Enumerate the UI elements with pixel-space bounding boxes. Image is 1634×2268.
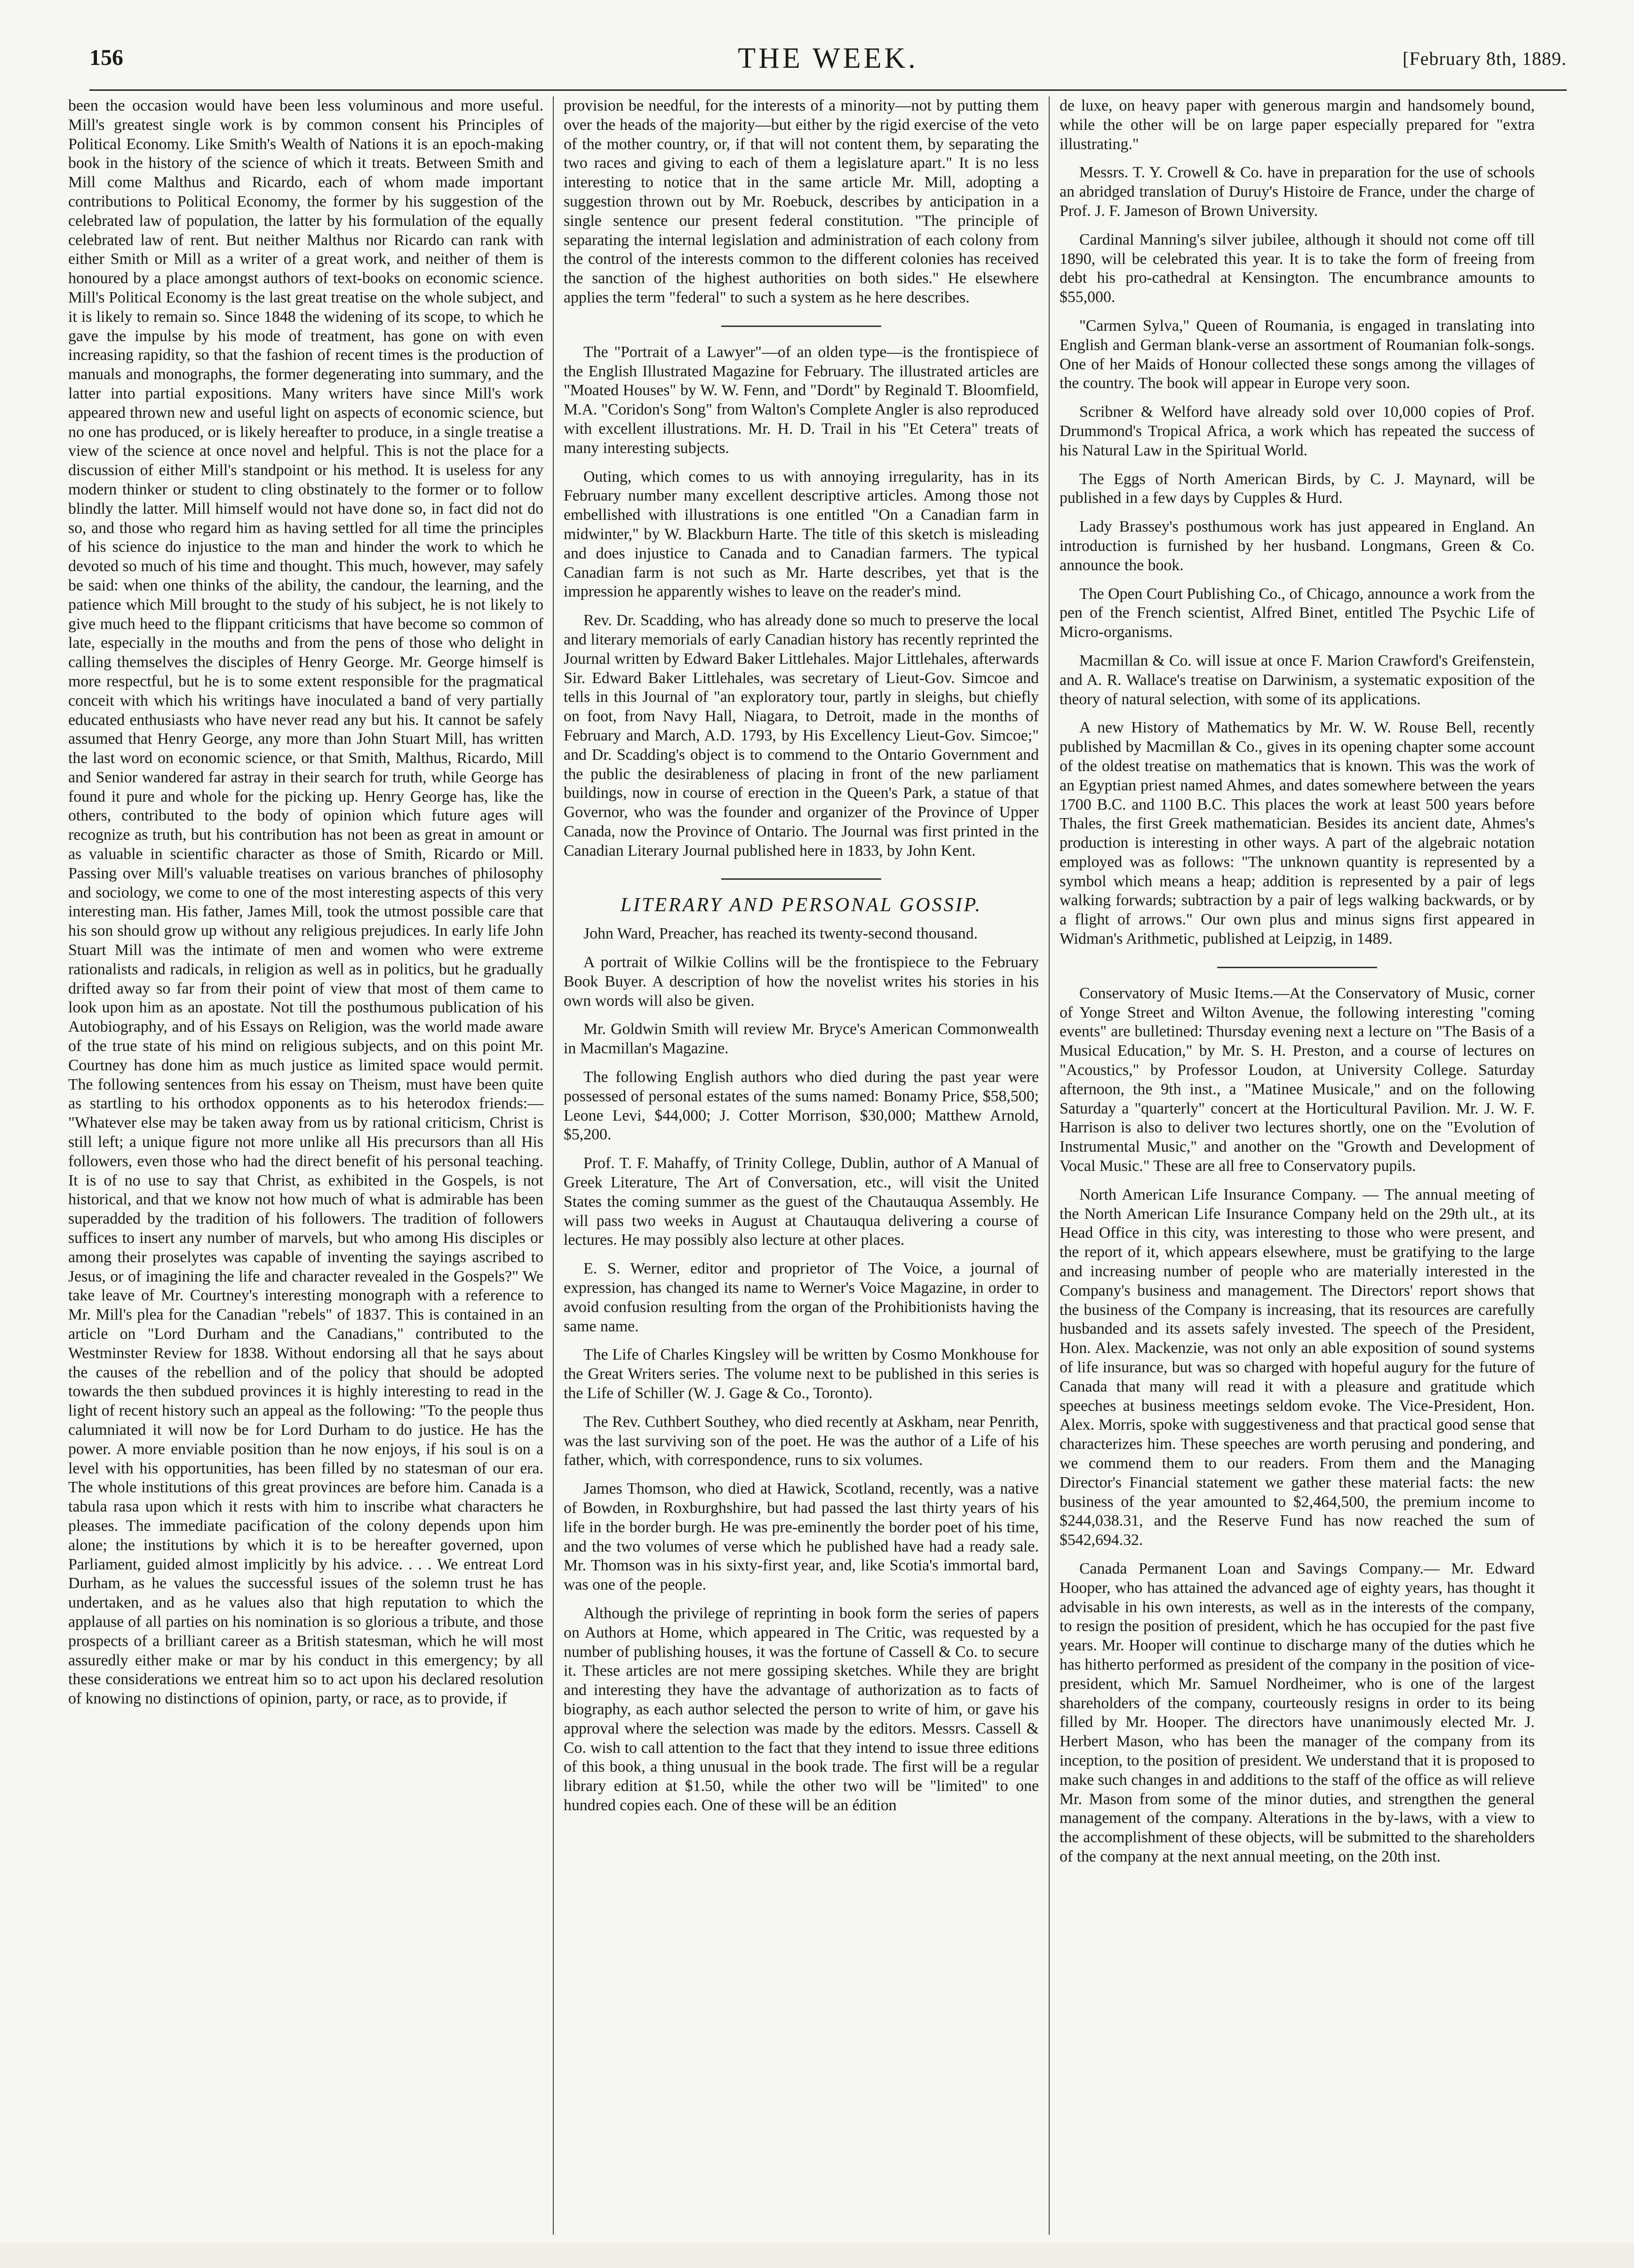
- gossip-item: Messrs. T. Y. Crowell & Co. have in preparation for the use of schools an abridged translation of Duruy's Histoire de France, under the charge of Prof. J. F. Jameson of Brown University.: [1060, 164, 1535, 220]
- column-divider: [553, 96, 554, 2235]
- gossip-item: The Open Court Publishing Co., of Chicago, announce a work from the pen of the French scientist, Alfred Binet, entitled The Psychic Life of Micro-organisms.: [1060, 585, 1535, 641]
- gossip-item: Although the privilege of reprinting in book form the series of papers on Authors at Home, which appeared in The Critic, was requested by a number of publishing houses, it was the fortune of Cassell & Co. to secure it. These articles are not mere gossiping sketches. While they are bright and interesting they have the advantage of authorization as to facts of biography, as each author selected the person to write of him, or gave his approval where the selection was made by the editors. Messrs. Cassell & Co. wish to call attention to the fact that they intend to issue three editions of this book, a thing unusual in the book trade. The first will be a regular library edition at $1.50, while the other two will be "limited" to one hundred copies each. One of these will be an édition: [564, 1604, 1039, 1814]
- gossip-item: The Eggs of North American Birds, by C. J. Maynard, will be published in a few days by Cupples & Hurd.: [1060, 470, 1535, 507]
- gossip-item: John Ward, Preacher, has reached its twenty-second thousand.: [583, 925, 978, 943]
- news-item: Rev. Dr. Scadding, who has already done so much to preserve the local and literary memorials of early Canadian history has recently reprinted the Journal written by Edward Baker Littlehales. Major Littlehales, afterwards Sir. Edward Baker Littlehales, was secretary of Lieut-Gov. Simcoe and tells in this Journal of "an exploratory tour, partly in sleighs, but chiefly on foot, from Navy Hall, Niagara, to Detroit, made in the months of February and March, A.D. 1793, by His Excellency Lieut-Gov. Simcoe;" and Dr. Scadding's object is to commend to the Ontario Government and the public the desirableness of placing in front of the new parliament buildings, now in course of erection in the Queen's Park, a statue of that Governor, who was the founder and organizer of the Province of Upper Canada, now the Province of Ontario. The Journal was first printed in the Canadian Literary Journal published here in 1833, by John Kent.: [564, 612, 1039, 859]
- gossip-item: James Thomson, who died at Hawick, Scotland, recently, was a native of Bowden, in Roxburghshire, but had passed the last thirty years of his life in the border burgh. He was pre-eminently the border poet of his time, and the two volumes of verse which he published have had a ready sale. Mr. Thomson was in his sixty-first year, and, like Scotia's immortal bard, was one of the people.: [564, 1480, 1039, 1594]
- notice-item: North American Life Insurance Company. — The annual meeting of the North American Life Insurance Company held on the 29th ult., at its Head Office in this city, was interesting to those who were present, and the report of it, which appears elsewhere, must be gratifying to the large and increasing number of people who are materially interested in the Company's business and management. The Directors' report shows that the business of the Company is increasing, that its resources are carefully husbanded and its assets safely invested. The speech of the President, Hon. Alex. Mackenzie, was not only an able exposition of sound systems of life insurance, but was so charged with hopeful augury for the future of Canada that many will read it with a pleasure and gratitude which speeches at business meetings seldom evoke. The Vice-President, Hon. Alex. Morris, spoke with suggestiveness and that practical good sense that characterizes him. These speeches are worth perusing and pondering, and we commend them to our readers. From them and the Managing Director's Financial statement we gather these material facts: the new business of the year amounted to $2,464,500, the premium income to $244,038.31, and the Reserve Fund has now reached the sum of $542,694.32.: [1060, 1186, 1535, 1549]
- notice-item: Canada Permanent Loan and Savings Company.— Mr. Edward Hooper, who has attained the advanced age of eighty years, has thought it advisable in his own interests, as well as in the interests of the company, to resign the position of president, which he has occupied for the past five years. Mr. Hooper will continue to discharge many of the duties which he has hitherto performed as president of the company in the position of vice-president, which Mr. Samuel Nordheimer, who is one of the largest shareholders of the company, courteously resigns in order to its being filled by Mr. Hooper. The directors have unanimously elected Mr. J. Herbert Mason, who has been the manager of the company from its inception, to the position of president. We understand that it is proposed to make such changes in and additions to the staff of the office as will relieve Mr. Mason from some of the minor duties, and strengthen the general management of the company. Alterations in the by-laws, with a view to the accomplishment of these objects, will be submitted to the shareholders of the company at the next annual meeting, on the 20th inst.: [1060, 1560, 1535, 1865]
- page-header: [89, 42, 1567, 87]
- section-heading: LITERARY AND PERSONAL GOSSIP.: [620, 894, 982, 916]
- gossip-item: "Carmen Sylva," Queen of Roumania, is engaged in translating into English and German blank-verse an assortment of Roumanian folk-songs. One of her Maids of Honour collected these songs among the villages of the country. The book will appear in Europe very soon.: [1060, 317, 1535, 392]
- gossip-item: Lady Brassey's posthumous work has just appeared in England. An introduction is furnished by her husband. Longmans, Green & Co. announce the book.: [1060, 518, 1535, 574]
- gossip-item: E. S. Werner, editor and proprietor of The Voice, a journal of expression, has changed its name to Werner's Voice Magazine, in order to avoid confusion resulting from the organ of the Prohibitionists having the same name.: [564, 1260, 1039, 1335]
- news-item: Outing, which comes to us with annoying irregularity, has in its February number many excellent descriptive articles. Among those not embellished with illustrations is one entitled "On a Canadian farm in midwinter," by W. Blackburn Harte. The title of this sketch is misleading and does injustice to Canada and to Canadian farmers. The typical Canadian farm is not such as Mr. Harte describes, yet that is the impression he apparently wishes to leave on the reader's mind.: [564, 468, 1039, 601]
- gossip-item: de luxe, on heavy paper with generous margin and handsomely bound, while the other will be on large paper especially prepared for "extra illustrating.": [1060, 97, 1535, 153]
- column-divider: [1049, 96, 1050, 2235]
- gossip-item: The Life of Charles Kingsley will be written by Cosmo Monkhouse for the Great Writers series. The volume next to be published in this series is the Life of Schiller (W. J. Gage & Co., Toronto).: [564, 1346, 1039, 1402]
- section-separator: [721, 326, 881, 327]
- gossip-item: Macmillan & Co. will issue at once F. Marion Crawford's Greifenstein, and A. R. Wallace's treatise on Darwinism, a systematic exposition of the theory of natural selection, with some of its applications.: [1060, 652, 1535, 708]
- column-2: [564, 96, 1039, 1815]
- column-3: [1060, 96, 1535, 1867]
- section-separator: [721, 878, 881, 880]
- news-item: The "Portrait of a Lawyer"—of an olden type—is the frontispiece of the English Illustrated Magazine for February. The illustrated articles are "Moated Houses" by W. W. Fenn, and "Dordt" by Reginald T. Bloomfield, M.A. "Coridon's Song" from Walton's Complete Angler is also reproduced with excellent illustrations. Mr. H. D. Trail in his "Et Cetera" treats of many interesting subjects.: [564, 343, 1039, 457]
- article-paragraph: provision be needful, for the interests of a minority—not by putting them over the heads of the majority—but either by the rigid exercise of the veto of the mother country, or, if that will not content them, by separating the two races and giving to each of them a legislature apart." It is no less interesting to notice that in the same article Mr. Mill, adopting a suggestion thrown out by Mr. Roebuck, describes by anticipation in a single sentence our present federal constitution. "The principle of separating the internal legislation and administration of each colony from the control of the interests common to the different colonies has received the sanction of the highest authorities on both sides." He elsewhere applies the term "federal" to such a system as he here describes.: [564, 97, 1039, 306]
- gossip-item: The following English authors who died during the past year were possessed of personal estates of the sums named: Bonamy Price, $58,500; Leone Levi, $44,000; J. Cotter Morrison, $30,000; Matthew Arnold, $5,200.: [564, 1068, 1039, 1144]
- issue-date: [February 8th, 1889.: [1403, 48, 1567, 69]
- article-paragraph: been the occasion would have been less voluminous and more useful. Mill's greatest single work is by common consent his Principles of Political Economy. Like Smith's Wealth of Nations it is an epoch-making book in the history of the science of which it treats. Between Smith and Mill come Malthus and Ricardo, each of whom made important contributions to Political Economy, the former by his suggestion of the celebrated law of population, the latter by his formulation of the equally celebrated law of rent. But neither Malthus nor Ricardo can rank with either Smith or Mill as a writer of a great work, and neither of them is honoured by a place amongst authors of text-books on economic science. Mill's Political Economy is the last great treatise on the whole subject, and it is likely to remain so. Since 1848 the widening of its scope, to which he gave the impulse by his mode of treatment, has gone on with even increasing rapidity, so that the fashion of recent times is the production of manuals and monographs, the former degenerating into summary, and the latter into partial expositions. Many writers have since Mill's work appeared thrown new and useful light on aspects of economic science, but no one has produced, or is likely hereafter to produce, in a single treatise a view of the science at once novel and helpful. This is not the place for a discussion of either Mill's standpoint or his method. It is useless for any modern thinker or student to cling obstinately to the former or to follow blindly the latter. Mill himself would not have done so, in fact did not do so, and those who regard him as having settled for all time the principles of his science do injustice to the man and hinder the work to which he devoted so much of his time and thought. This much, however, may safely be said: when one thinks of the ability, the candour, the learning, and the patience which Mill brought to the study of his subject, he is not likely to give much heed to the flippant criticisms that have become so common of late, especially in the mouths and from the pens of those who delight in calling themselves the disciples of Henry George. Mr. George himself is more respectful, but he is to some extent responsible for the pragmatical conceit with which his writings have inoculated a band of very partially educated enthusiasts who have never read any but his. It cannot be safely assumed that Henry George, any more than John Stuart Mill, has written the last word on economic science, or that Smith, Malthus, Ricardo, Mill and Senior wandered far astray in their search for truth, while George has found it pure and whole for the picking up. Henry George has, like the others, contributed to the body of opinion which future ages will recognize as truth, but his contribution has not been as great in amount or as valuable in scientific character as those of Smith, Ricardo or Mill. Passing over Mill's valuable treatises on various branches of philosophy and sociology, we come to one of the most interesting aspects of this very interesting man. His father, James Mill, took the utmost possible care that his son should grow up without any religious prejudices. In early life John Stuart Mill was the intimate of men and women who were extreme rationalists and radicals, in religion as well as in politics, but he gradually drifted away so far from their point of view that most of them came to look upon him as an apostate. Not till the posthumous publication of his Autobiography, and of his Essays on Religion, was the world made aware of the true state of his mind on religious subjects, and on this point Mr. Courtney has done him as much justice as limited space would permit. The following sentences from his essay on Theism, must have been quite as startling to his orthodox opponents as to his heterodox friends:— "Whatever else may be taken away from us by rational criticism, Christ is still left; a unique figure not more unlike all His precursors than all His followers, even those who had the direct benefit of his personal teaching. It is of no use to say that Christ, as exhibited in the Gospels, is not historical, and that we know not how much of what is admirable has been superadded by the tradition of his followers. The tradition of followers suffices to insert any number of marvels, but who among His disciples or among their proselytes was capable of inventing the sayings ascribed to Jesus, or of imagining the life and character revealed in the Gospels?" We take leave of Mr. Courtney's interesting monograph with a reference to Mr. Mill's plea for the Canadian "rebels" of 1837. This is contained in an article on "Lord Durham and the Canadians," contributed to the Westminster Review for 1838. Without endorsing all that he says about the causes of the rebellion and of the policy that should be adopted towards the then subdued provinces it is highly interesting to read in the light of recent history such an appeal as the following: "To the people thus calumniated it will now be for Lord Durham to do justice. He has the power. A more enviable position than he now enjoys, if his soul is on a level with his opportunities, has been filled by no statesman of our era. The whole institutions of this great provinces are before him. Canada is a tabula rasa upon which it rests with him to inscribe what characters he pleases. The immediate pacification of the colony depends upon him alone; the institutions by which it is to be hereafter governed, upon Parliament, guided almost implicitly by his advice. . . . We entreat Lord Durham, as he values the successful issues of the solemn trust he has undertaken, and as he values also that high reputation to which the applause of all parties on his nomination is so glorious a tribute, and those prospects of a brilliant career as a British statesman, which he will most assuredly either make or mar by his conduct in this emergency; by all these considerations we entreat him so to act upon his declared resolution of knowing no distinctions of opinion, party, or race, as to provide, if: [68, 97, 543, 1708]
- header-rule: [89, 89, 1567, 91]
- notice-item: Conservatory of Music Items.—At the Conservatory of Music, corner of Yonge Street and Wilton Avenue, the following interesting "coming events" are bulletined: Thursday evening next a lecture on "The Basis of a Musical Education," by Mr. S. H. Preston, and a course of lectures on "Acoustics," by Professor Loudon, at University College. Saturday afternoon, the 9th inst., a "Matinee Musicale," and on the following Saturday a "quarterly" concert at the Horticultural Pavilion. Mr. J. W. F. Harrison is also to deliver two lectures shortly, one on the "Evolution of Instrumental Music," and another on the "Growth and Development of Vocal Music." These are all free to Conservatory pupils.: [1060, 984, 1535, 1175]
- gossip-item: Cardinal Manning's silver jubilee, although it should not come off till 1890, will be celebrated this year. It is to take the form of freeing from debt his pro-cathedral at Kensington. The encumbrance amounts to $55,000.: [1060, 231, 1535, 306]
- page-bottom-edge: [0, 2243, 1634, 2268]
- gossip-item: The Rev. Cuthbert Southey, who died recently at Askham, near Penrith, was the last surviving son of the poet. He was the author of a Life of his father, which, with correspondence, runs to six volumes.: [564, 1413, 1039, 1469]
- gossip-item: Prof. T. F. Mahaffy, of Trinity College, Dublin, author of A Manual of Greek Literature, The Art of Conversation, etc., will visit the United States the coming summer as the guest of the Chautauqua Assembly. He will pass two weeks in August at Chautauqua delivering a course of lectures. He may possibly also lecture at other places.: [564, 1154, 1039, 1249]
- section-separator: [1217, 967, 1377, 968]
- masthead-title: THE WEEK.: [738, 42, 918, 74]
- column-1: [68, 96, 543, 1709]
- page-number: 156: [89, 45, 123, 70]
- gossip-item: Mr. Goldwin Smith will review Mr. Bryce's American Commonwealth in Macmillan's Magazine.: [564, 1020, 1039, 1058]
- gossip-item: A new History of Mathematics by Mr. W. W. Rouse Bell, recently published by Macmillan & Co., gives in its opening chapter some account of the oldest treatise on mathematics that is known. This was the work of an Egyptian priest named Ahmes, and dates somewhere between the years 1700 B.C. and 1100 B.C. This places the work at least 500 years before Thales, the first Greek mathematician. Besides its ancient date, Ahmes's production is interesting in other ways. A part of the algebraic notation employed was as follows: "The unknown quantity is represented by a symbol which means a heap; addition is represented by a pair of legs walking forwards; subtraction by a pair of legs walking backwards, or by a flight of arrows." Our own plus and minus signs first appeared in Widman's Arithmetic, published at Leipzig, in 1489.: [1060, 719, 1535, 948]
- gossip-item: Scribner & Welford have already sold over 10,000 copies of Prof. Drummond's Tropical Africa, a work which has repeated the success of his Natural Law in the Spiritual World.: [1060, 403, 1535, 459]
- gossip-item: A portrait of Wilkie Collins will be the frontispiece to the February Book Buyer. A description of how the novelist writes his stories in his own words will also be given.: [564, 954, 1039, 1010]
